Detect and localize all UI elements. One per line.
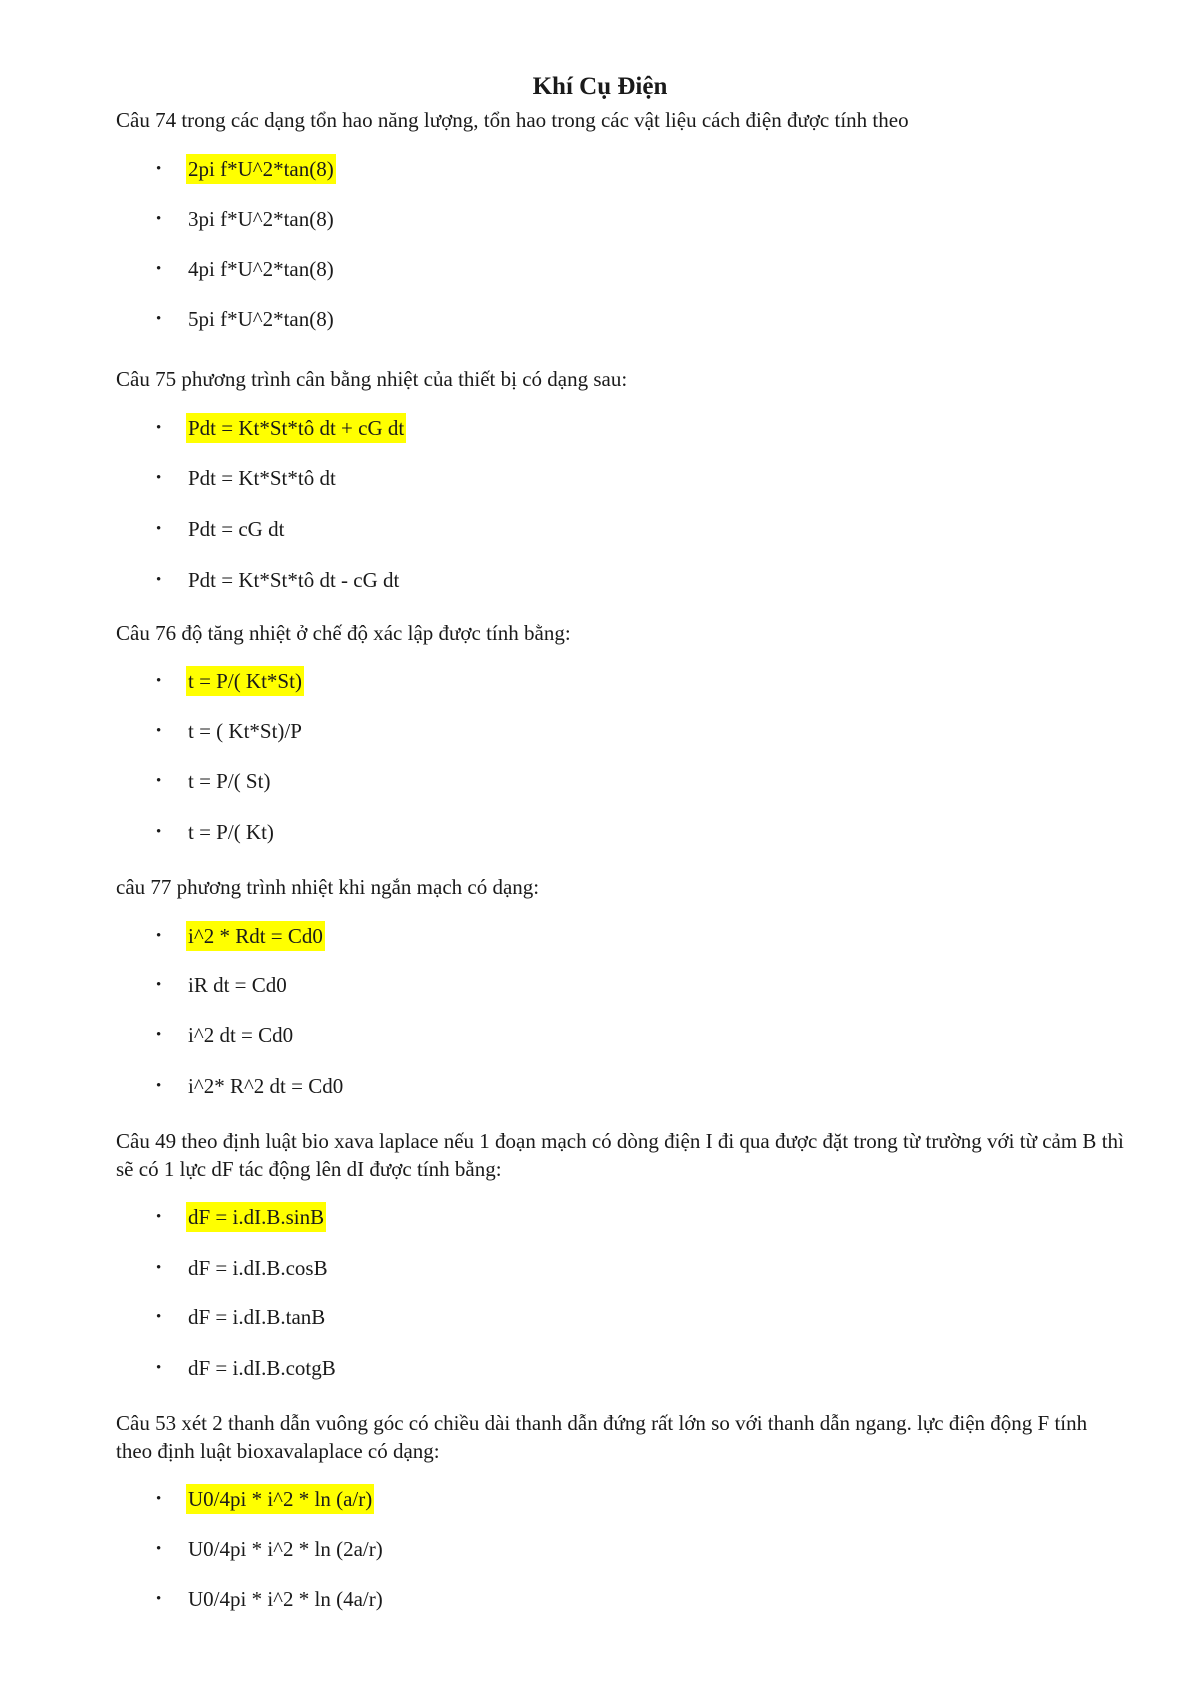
option-item [156, 666, 304, 696]
option-text: t = P/( Kt) [188, 820, 274, 844]
bullet-icon: • [156, 673, 162, 689]
bullet-icon: • [156, 824, 162, 840]
option-text: dF = i.dI.B.cotgB [188, 1356, 336, 1380]
question-77: câu 77 phương trình nhiệt khi ngắn mạch có dạng: [116, 875, 540, 899]
question-53: Câu 53 xét 2 thanh dẫn vuông góc có chiều dài thanh dẫn đứng rất lớn so với thanh dẫn ngang. lực điện động F tính theo định luật bioxavalaplace có dạng: [116, 1411, 1088, 1463]
option-item [156, 716, 304, 746]
option-item [156, 1302, 327, 1332]
bullet-icon: • [156, 773, 162, 789]
option-item [156, 413, 406, 443]
bullet-icon: • [156, 1591, 162, 1607]
option-text: Pdt = Kt*St*tô dt [188, 466, 336, 490]
option-text: i^2* R^2 dt = Cd0 [188, 1074, 344, 1098]
bullet-icon: • [156, 470, 162, 486]
bullet-icon: • [156, 1209, 162, 1225]
option-item [156, 154, 336, 184]
question-49: Câu 49 theo định luật bio xava laplace nếu 1 đoạn mạch có dòng điện I đi qua được đặt trong từ trường với từ cảm B thì sẽ có 1 lực dF tác động lên dI được tính bằng: [116, 1129, 1124, 1181]
option-item [156, 1484, 374, 1514]
bullet-icon: • [156, 928, 162, 944]
option-text: U0/4pi * i^2 * ln (4a/r) [188, 1587, 383, 1611]
bullet-icon: • [156, 1541, 162, 1557]
bullet-icon: • [156, 161, 162, 177]
correct-answer-highlight: t = P/( Kt*St) [186, 666, 304, 696]
question-76: Câu 76 độ tăng nhiệt ở chế độ xác lập được tính bằng: [116, 621, 571, 645]
document-title: Khí Cụ Điện [532, 73, 668, 100]
bullet-icon: • [156, 1260, 162, 1276]
bullet-icon: • [156, 211, 162, 227]
bullet-icon: • [156, 420, 162, 436]
bullet-icon: • [156, 572, 162, 588]
correct-answer-highlight: dF = i.dI.B.sinB [186, 1202, 326, 1232]
bullet-icon: • [156, 1360, 162, 1376]
bullet-icon: • [156, 521, 162, 537]
option-item [156, 463, 338, 493]
option-item [156, 1534, 385, 1564]
question-74: Câu 74 trong các dạng tổn hao năng lượng, tổn hao trong các vật liệu cách điện được tính theo [116, 108, 909, 132]
option-item [156, 254, 336, 284]
correct-answer-highlight: U0/4pi * i^2 * ln (a/r) [186, 1484, 374, 1514]
bullet-icon: • [156, 977, 162, 993]
option-text: t = P/( St) [188, 769, 271, 793]
option-item [156, 970, 289, 1000]
option-item [156, 204, 336, 234]
bullet-icon: • [156, 1027, 162, 1043]
option-text: dF = i.dI.B.tanB [188, 1305, 326, 1329]
option-text: Pdt = Kt*St*tô dt - cG dt [188, 568, 400, 592]
option-item [156, 817, 276, 847]
option-text: dF = i.dI.B.cosB [188, 1256, 328, 1280]
option-text: iR dt = Cd0 [188, 973, 287, 997]
option-text: Pdt = cG dt [188, 517, 285, 541]
option-text: t = ( Kt*St)/P [188, 719, 302, 743]
option-item [156, 514, 286, 544]
bullet-icon: • [156, 311, 162, 327]
bullet-icon: • [156, 261, 162, 277]
option-text: 5pi f*U^2*tan(8) [188, 307, 334, 331]
option-text: i^2 dt = Cd0 [188, 1023, 294, 1047]
bullet-icon: • [156, 1491, 162, 1507]
option-text: 4pi f*U^2*tan(8) [188, 257, 334, 281]
bullet-icon: • [156, 723, 162, 739]
option-text: 3pi f*U^2*tan(8) [188, 207, 334, 231]
correct-answer-highlight: Pdt = Kt*St*tô dt + cG dt [186, 413, 406, 443]
option-item [156, 1020, 295, 1050]
option-item [156, 565, 401, 595]
option-item [156, 304, 336, 334]
option-item [156, 921, 325, 951]
question-75: Câu 75 phương trình cân bằng nhiệt của thiết bị có dạng sau: [116, 367, 628, 391]
correct-answer-highlight: i^2 * Rdt = Cd0 [186, 921, 325, 951]
bullet-icon: • [156, 1078, 162, 1094]
option-item [156, 1584, 385, 1614]
bullet-icon: • [156, 1309, 162, 1325]
option-item [156, 1071, 345, 1101]
option-item [156, 1202, 326, 1232]
option-item [156, 766, 272, 796]
option-text: U0/4pi * i^2 * ln (2a/r) [188, 1537, 383, 1561]
option-item [156, 1353, 338, 1383]
option-item [156, 1253, 330, 1283]
correct-answer-highlight: 2pi f*U^2*tan(8) [186, 154, 336, 184]
